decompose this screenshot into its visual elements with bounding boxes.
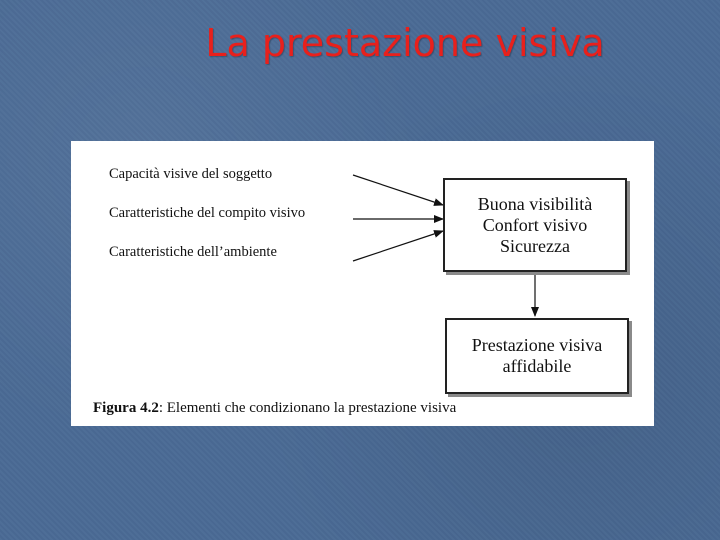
figure-caption: [93, 400, 456, 417]
result-box-line: Prestazione visiva: [471, 335, 603, 355]
slide-title: La prestazione visiva: [205, 21, 605, 65]
center-box-line: Confort visivo: [482, 214, 588, 235]
result-box-line: affidabile: [502, 356, 572, 376]
arrow-input-3: [353, 231, 443, 261]
center-box: [443, 178, 627, 272]
input-label-soggetto: Capacità visive del soggetto: [109, 166, 273, 182]
input-label-ambiente: Caratteristiche dell’ambiente: [109, 244, 277, 260]
arrow-input-1: [353, 175, 443, 205]
result-box: [445, 318, 629, 394]
figure-caption-text: : Elementi che condizionano la prestazione visiva: [158, 400, 457, 416]
diagram-figure: [71, 141, 654, 426]
center-box-line: Sicurezza: [500, 235, 570, 256]
input-label-compito: Caratteristiche del compito visivo: [109, 205, 306, 221]
center-box-line: Buona visibilità: [477, 193, 593, 214]
figure-caption-label: Figura 4.2: [93, 400, 159, 416]
